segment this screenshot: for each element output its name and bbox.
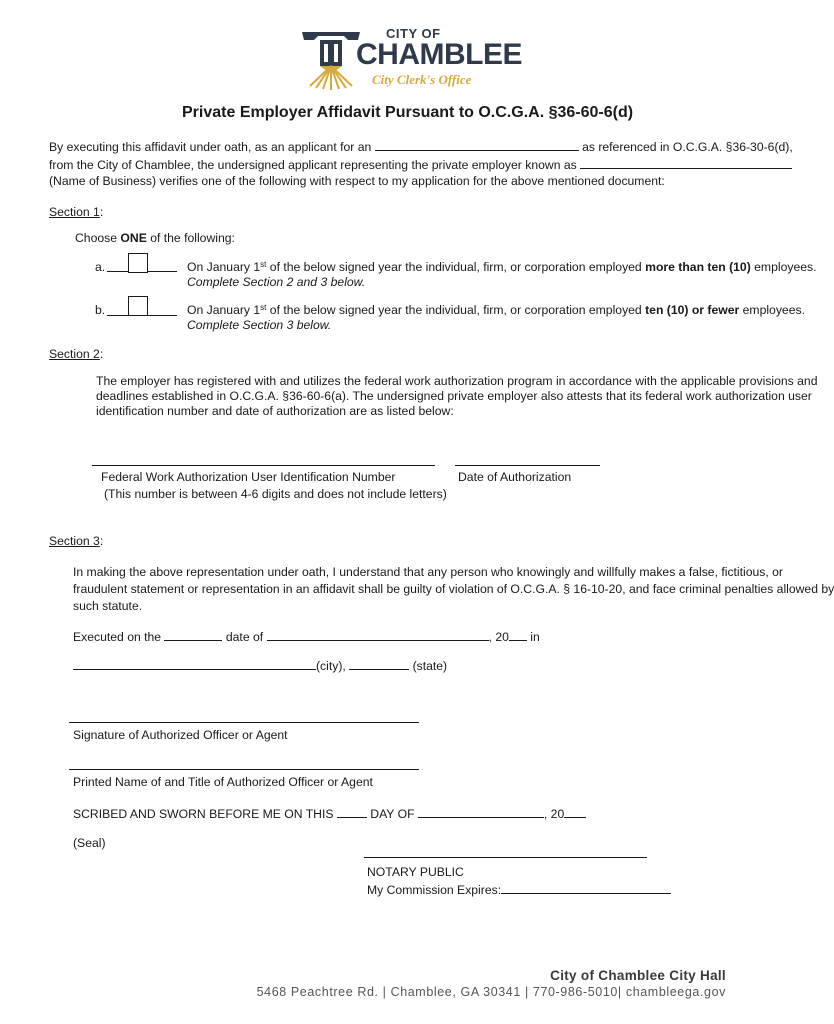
printed-name-field[interactable] xyxy=(69,769,419,770)
sworn-text-2: DAY OF xyxy=(370,807,415,821)
section-2-para-2: deadlines established in O.C.G.A. §36-60-6(a). The undersigned private employer also attests that its federal work authorization user xyxy=(96,389,812,403)
executed-line xyxy=(73,629,540,644)
page-title: Private Employer Affidavit Pursuant to O.C.G.A. §36-60-6(d) xyxy=(182,104,634,121)
choose-bold: ONE xyxy=(120,231,147,245)
intro-text-2: from the City of Chamblee, the undersigned applicant representing the private employer known as xyxy=(49,158,577,172)
option-b-note: Complete Section 3 below. xyxy=(187,318,332,332)
business-name-field[interactable] xyxy=(580,157,792,169)
executed-text-2: date of xyxy=(225,630,264,644)
option-a-sup: st xyxy=(260,260,267,269)
notary-signature-field[interactable] xyxy=(364,857,647,858)
option-a-bold: more than ten (10) xyxy=(645,260,751,274)
option-a-text xyxy=(187,260,816,274)
option-b-text-3: employees. xyxy=(739,303,805,317)
commission-label: My Commission Expires: xyxy=(367,883,502,897)
choose-text-end: of the following: xyxy=(146,231,235,245)
executed-text-4: in xyxy=(530,630,540,644)
section-3-para-3: such statute. xyxy=(73,599,143,613)
executed-month-field[interactable] xyxy=(267,629,489,641)
date-of-authorization-label: Date of Authorization xyxy=(458,470,572,484)
commission-expires-field[interactable] xyxy=(501,882,671,894)
commission-line xyxy=(367,882,671,897)
section-1-colon: : xyxy=(99,205,104,219)
option-b-text xyxy=(187,303,805,317)
intro-line-2 xyxy=(49,157,792,172)
option-b-sup: st xyxy=(260,303,267,312)
option-a-text-3: employees. xyxy=(750,260,817,274)
option-a-text-1: On January 1 xyxy=(187,260,261,274)
city-logo xyxy=(298,26,522,92)
section-1-instruction xyxy=(75,231,235,245)
printed-name-label: Printed Name of and Title of Authorized Officer or Agent xyxy=(73,775,373,789)
section-3-colon: : xyxy=(99,534,104,548)
executed-year-field[interactable] xyxy=(509,629,527,641)
intro-text-1a: By executing this affidavit under oath, as an applicant for an xyxy=(49,140,372,154)
state-field[interactable] xyxy=(349,658,409,670)
logo-subtitle: City Clerk's Office xyxy=(372,72,472,87)
option-b-text-1: On January 1 xyxy=(187,303,261,317)
option-b-label: b. xyxy=(95,303,106,317)
executed-day-field[interactable] xyxy=(164,629,222,641)
choose-text: Choose xyxy=(75,231,121,245)
sworn-text-1: SCRIBED AND SWORN BEFORE ME ON THIS xyxy=(73,807,334,821)
footer-title: City of Chamblee City Hall xyxy=(550,968,726,983)
section-2-colon: : xyxy=(99,347,104,361)
section-1-title: Section 1 xyxy=(49,205,100,219)
executed-text-1: Executed on the xyxy=(73,630,162,644)
intro-line-1 xyxy=(49,139,793,154)
date-of-authorization-field[interactable] xyxy=(455,465,600,466)
signature-label: Signature of Authorized Officer or Agent xyxy=(73,728,288,742)
work-auth-id-note: (This number is between 4-6 digits and does not include letters) xyxy=(104,487,447,501)
section-1-heading xyxy=(49,205,103,219)
section-3-heading xyxy=(49,534,103,548)
option-a-checkbox[interactable] xyxy=(128,253,148,273)
section-3-para-1: In making the above representation under oath, I understand that any person who knowingly and willfully makes a false, fictitious, or xyxy=(73,565,783,579)
footer-address: 5468 Peachtree Rd. | Chamblee, GA 30341 | 770-986-5010| chambleega.gov xyxy=(256,985,726,999)
intro-text-1b: as referenced in O.C.G.A. §36-30-6(d), xyxy=(582,140,793,154)
work-auth-id-field[interactable] xyxy=(92,465,435,466)
section-2-para-1: The employer has registered with and utilizes the federal work authorization program in accordance with the applicable provisions and xyxy=(96,374,818,388)
city-state-line xyxy=(73,658,447,673)
city-field[interactable] xyxy=(73,658,316,670)
application-type-field[interactable] xyxy=(375,139,579,151)
option-b-text-2: of the below signed year the individual, firm, or corporation employed xyxy=(266,303,646,317)
section-2-title: Section 2 xyxy=(49,347,100,361)
logo-name: CHAMBLEE xyxy=(356,38,522,71)
work-auth-id-label: Federal Work Authorization User Identification Number xyxy=(101,470,396,484)
sworn-text-3: , 20 xyxy=(543,807,565,821)
signature-field[interactable] xyxy=(69,722,419,723)
section-3-title: Section 3 xyxy=(49,534,100,548)
notary-public-label: NOTARY PUBLIC xyxy=(367,865,464,879)
option-a-text-2: of the below signed year the individual, firm, or corporation employed xyxy=(266,260,646,274)
section-3-para-2: fraudulent statement or representation in an affidavit shall be guilty of violation of O.C.G.A. § 16-10-20, and face criminal penalties allowed by xyxy=(73,582,834,596)
option-b-bold: ten (10) or fewer xyxy=(645,303,740,317)
option-a-note: Complete Section 2 and 3 below. xyxy=(187,275,366,289)
option-a-label: a. xyxy=(95,260,106,274)
sworn-line xyxy=(73,806,586,821)
logo-city-of: CITY OF xyxy=(386,26,441,41)
sworn-day-field[interactable] xyxy=(337,806,367,818)
state-label: (state) xyxy=(412,659,448,673)
option-b-checkbox[interactable] xyxy=(128,296,148,316)
seal-label: (Seal) xyxy=(73,836,106,850)
intro-line-3: (Name of Business) verifies one of the following with respect to my application for the above mentioned document: xyxy=(49,174,665,188)
section-2-heading xyxy=(49,347,103,361)
sworn-year-field[interactable] xyxy=(564,806,586,818)
sworn-month-field[interactable] xyxy=(418,806,544,818)
city-label: (city), xyxy=(316,659,346,673)
section-2-para-3: identification number and date of authorization are as listed below: xyxy=(96,404,454,418)
executed-text-3: , 20 xyxy=(488,630,509,644)
